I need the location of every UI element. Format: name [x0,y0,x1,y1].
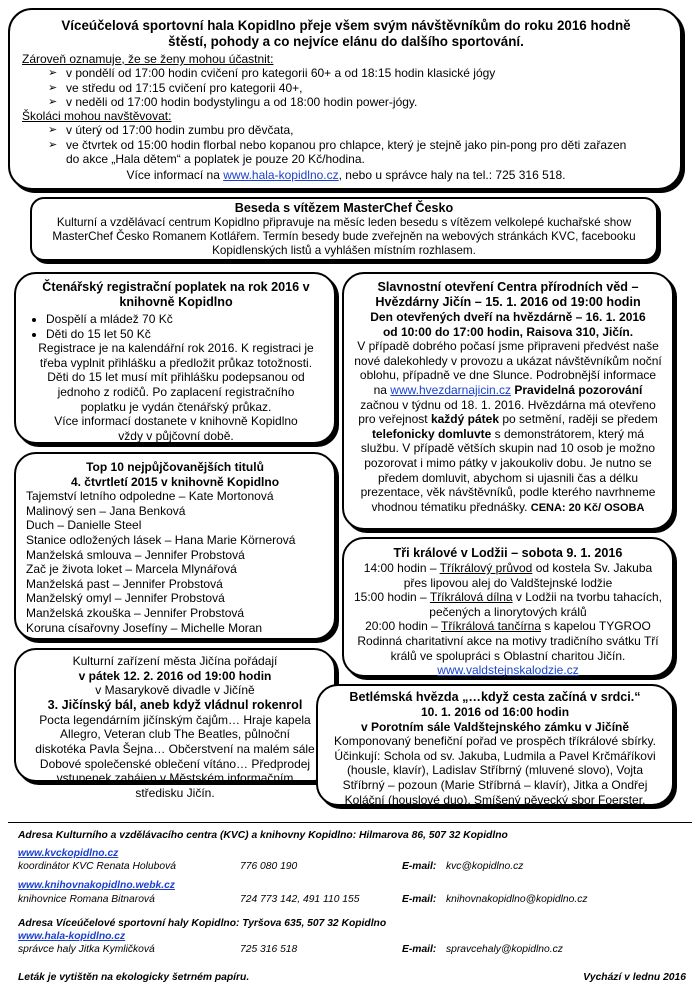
observatory-text4: s demonstrátorem, který má službu. V případě větších skupin nad 10 osob je možno pozorovat i mimo pátky v jakoukoliv dobu. Je nutno se předem domluvit, abychom si ujasnili čas a délku prezentace, věk návštěvníků, podle kterého navrhneme vhodnou tématiku přednášky. [360,426,656,514]
bethlehem-box [316,684,674,806]
reader-fee-list [28,312,324,341]
kids-intro: Školáci mohou navštěvovat: [22,109,172,124]
reader-fee-text2: Děti do 15 let musí mít přihlášku podepsanou od jednoho z rodičů. Po zaplacení registračního poplatku je vydán čtenářský průkaz. [47,370,305,414]
issued-note: Vychází v lednu 2016 [583,972,686,983]
observatory-bold4: telefonicky domluvte [371,426,492,441]
bethlehem-date: 10. 1. 2016 od 16:00 hodin [420,705,570,719]
reader-fee-text3: Více informací dostanete v knihovně Kopidlno vždy v půjčovní době. [54,414,298,443]
top10-box [14,452,336,640]
hall-website-footer-link[interactable]: www.hala-kopidlno.cz [18,931,126,942]
women-intro: Zároveň oznamuje, že se ženy mohou účastnit: [22,52,274,66]
kvc-email-label: E-mail: [402,861,437,872]
observatory-text [354,339,662,515]
top10-list [26,489,324,635]
library-email: knihovnakopidlno@kopidlno.cz [446,894,588,905]
observatory-sub: Den otevřených dveří na hvězdárně – 16. 1. 2016 od 10:00 do 17:00 hodin, Raisova 310, Jičín. [370,310,646,339]
trikralova-dilna: Tříkrálová dílna [429,590,513,605]
three-kings-event3 [352,619,664,634]
hall-website-link[interactable]: www.hala-kopidlno.cz [223,168,339,183]
ball-text: Pocta legendárním jičínským čajům… Hraje kapela Allegro, Veteran club The Beatles, půlnoční diskotéka Pavla Šejna… Občerstvení na malém sále Dobové společenské oblečení vítáno… Předprodej vstupenek zahájen v Městském informačním středisku Jičín. [35,712,315,800]
reader-fee-text1: Registrace je na kalendářní rok 2016. K registraci je třeba vyplnit přihlášku a předložit průkaz totožnosti. [38,341,314,370]
women-list [22,66,670,109]
sports-hall-box [8,8,682,190]
info-suffix: , nebo u správce haly na tel.: 725 316 518. [338,168,566,183]
list-item: • Děti do 15 let 50 Kč [46,327,324,342]
ball-place: v Masarykově divadle v Jičíně [95,683,255,698]
observatory-title: Slavnostní otevření Centra přírodních věd – Hvězdárny Jičín – 15. 1. 2016 od 19:00 hodin [375,280,641,309]
list-item: ➢ ve čtvrtek od 15:00 hodin florbal nebo kopanou pro chlapce, který je stejně jako pin-pong pro děti zařazen do akce „Hala dětem“ a poplatek je pouze 20 Kč/hodina. [48,138,670,167]
eco-note: Leták je vytištěn na ekologicky šetrném papíru. [18,972,250,983]
info-prefix: Více informací na [126,168,220,183]
kvc-phone: 776 080 190 [240,861,298,872]
library-phone: 724 773 142, 491 110 155 [240,894,360,905]
hall-person: správce haly Jitka Kymličková [18,944,155,955]
time: 14:00 hodin – [363,561,437,575]
observatory-text3: po setmění, raději se předem [502,412,658,427]
description: v Lodžii na tvorbu tahacích, pečených a linorytových králů [429,590,662,619]
masterchef-text: Kulturní a vzdělávací centrum Kopidlno připravuje na měsíc leden besedu s vítězem velkolepé kuchařské show MasterChef Česko Romanem Kotlářem. Termín besedy bude zveřejněn na webových stránkách KVC, facebooku Kopidlenských listů a vyhlášen místním rozhlasem. [52,216,636,258]
top10-title2: 4. čtvrtletí 2015 v knihovně Kopidlno [70,474,280,489]
list-item: Tajemství letního odpoledne – Kate Mortonová [26,489,274,504]
list-item: Manželský omyl – Jennifer Probstová [26,591,225,606]
observatory-text1: V případě dobrého počasí jsme připraveni předvést naše nové dalekohledy v provozu a ukázat návštěvníkům noční oblohu, případně ve dne Slunce. Podrobnější informace na [354,339,662,397]
three-kings-title: Tři králové v Lodžii – sobota 9. 1. 2016 [393,546,623,560]
list-item: ➢ v pondělí od 17:00 hodin cvičení pro kategorii 60+ a od 18:15 hodin klasické jógy [48,66,670,80]
masterchef-box [30,197,658,261]
list-item: Manželská smlouva – Jennifer Probstová [26,547,245,562]
ball-line1: Kulturní zařízení města Jičína pořádají [72,654,278,668]
hall-email-label: E-mail: [402,944,437,955]
ball-box [14,648,336,800]
library-email-label: E-mail: [402,894,437,905]
trikralova-tancirna: Tříkrálová tančírna [440,619,542,634]
three-kings-text: Rodinná charitativní akce na motivy tradičního svátku Tří králů ve spolupráci s Oblastní charitou Jičín. [357,633,659,663]
hall-phone: 725 316 518 [240,944,298,955]
library-person: knihovnice Romana Bitnarová [18,894,155,905]
description: od kostela Sv. Jakuba přes lipovou alej do Valdštejnské lodžie [403,561,653,590]
kvc-coordinator: koordinátor KVC Renata Holubová [18,861,176,872]
reader-fee-title: Čtenářský registrační poplatek na rok 2016 v knihovně Kopidlno [42,280,310,309]
valdstejnska-lodzie-link[interactable]: www.valdstejnskalodzie.cz [437,663,579,678]
list-item: Manželská zkouška – Jennifer Probstová [26,605,245,620]
sports-hall-headline: Víceúčelová sportovní hala Kopidlno přeje všem svým návštěvníkům do roku 2016 hodně štěstí, pohody a co nejvíce elánu do dalšího sportování. [61,18,631,49]
three-kings-event1 [352,561,664,590]
top10-title1: Top 10 nejpůjčovanějších titulů [86,460,264,474]
observatory-box [342,272,674,530]
three-kings-event2 [352,590,664,619]
kvc-website-link[interactable]: www.kvckopidlno.cz [18,848,119,859]
bethlehem-place: v Porotním sále Valdštejnského zámku v Jičíně [360,719,630,734]
list-item: ➢ v neděli od 17:00 hodin bodystylingu a od 18:00 hodin power-jógy. [48,95,670,109]
list-item: • Dospělí a mládež 70 Kč [46,312,324,327]
tri-kralovy-pruvod: Tříkrálový průvod [439,561,533,575]
three-kings-link-row [352,663,664,678]
kvc-address: Adresa Kulturního a vzdělávacího centra (KVC) a knihovny Kopidlno: Hilmarova 86, 507 32 Kopidlno [18,830,508,841]
time: 20:00 hodin – [365,619,438,634]
list-item: Manželská past – Jennifer Probstová [26,576,223,591]
library-website-link[interactable]: www.knihovnakopidlno.webk.cz [18,880,175,891]
list-item: Duch – Danielle Steel [26,518,142,533]
list-item: ➢ v úterý od 17:00 hodin zumbu pro děvčata, [48,123,670,137]
list-item: ➢ ve středu od 17:15 cvičení pro kategorii 40+, [48,81,670,95]
three-kings-box [342,537,674,677]
time: 15:00 hodin – [354,590,427,605]
observatory-text2: začnou v týdnu od 18. 1. 2016. Hvězdárna má otevřeno pro veřejnost [358,397,656,427]
observatory-price: CENA: 20 Kč/ OSOBA [530,501,645,514]
sports-hall-info [22,167,670,183]
footer-divider [8,822,692,823]
hall-address: Adresa Víceúčelové sportovní haly Kopidlno: Tyršova 635, 507 32 Kopidlno [18,918,387,929]
observatory-link[interactable]: www.hvezdarnajicin.cz [390,382,512,397]
bethlehem-text: Komponovaný benefiční pořad ve prospěch tříkrálové sbírky. Účinkují: Schola od sv. Jakuba, Ludmila a Pavel Krčmáříkovi (housle, klavír), Ladislav Stříbrný (mluvené slovo), Vojta Stříbrný – pozoun (Marie Stříbrná – klavír), Jitka a Ondřej Koláční (houslové duo), Smíšený pěvecký sbor Foerster. [334,734,656,807]
hall-email: spravcehaly@kopidlno.cz [446,944,563,955]
ball-date: v pátek 12. 2. 2016 od 19:00 hodin [78,668,272,683]
list-item: Koruna císařovny Josefíny – Michelle Moran [26,620,263,635]
description: s kapelou TYGROO [544,619,651,634]
observatory-bold2: Pravidelná pozorování [514,382,643,397]
list-item: Malinový sen – Jana Benková [26,503,186,518]
list-item: Zač je života loket – Marcela Mlynářová [26,562,237,577]
kvc-email: kvc@kopidlno.cz [446,861,524,872]
footer [18,830,686,1000]
bethlehem-title: Betlémská hvězda „…když cesta začíná v srdci.“ [349,690,641,704]
masterchef-title: Beseda s vítězem MasterChef Česko [234,201,454,215]
kids-list [22,123,670,166]
reader-fee-box [14,272,336,444]
ball-title: 3. Jičínský bál, aneb když vládnul rokenrol [47,697,303,712]
observatory-bold3: každý pátek [430,412,499,427]
list-item: Stanice odložených lásek – Hana Marie Körnerová [26,532,296,547]
